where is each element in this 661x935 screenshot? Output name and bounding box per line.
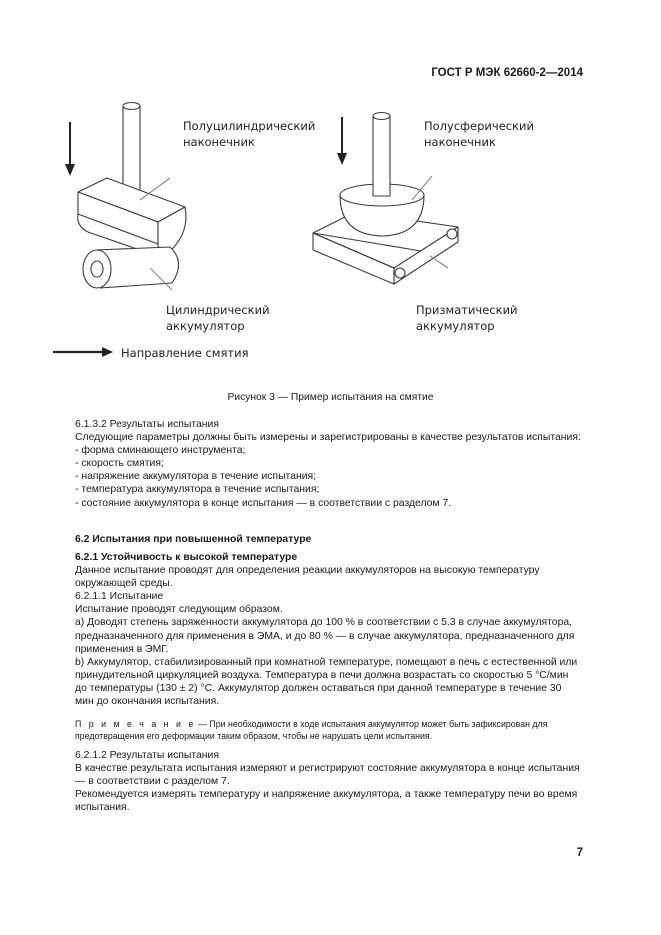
half-cylinder-tool: [78, 103, 186, 258]
s6211-b: b) Аккумулятор, стабилизированный при комнатной температуре, помещают в печь с естественной или принудительной циркуляцией воздуха. Температура в печи должна возрастать со скоростью 5 °C/мин до температуры (130 ± 2) °C. Аккумулятор должен оставаться при данной температуре в течение 30 мин до окончания испытания.: [75, 656, 578, 708]
s6132-title: 6.1.3.2 Результаты испытания: [75, 419, 219, 430]
s6212-p1: В качестве результата испытания измеряют и регистрируют состояние аккумулятора в конце испытания — в соответствии с разделом 7.: [75, 763, 580, 788]
section-6-1-3-2: [75, 418, 583, 510]
s6132-item: - температура аккумулятора в течение испытания;: [75, 484, 320, 496]
note-label: П р и м е ч а н и е: [75, 719, 196, 729]
note-text: — При необходимости в ходе испытания аккумулятор может быть зафиксирован для предотвращения его деформации таким образом, чтобы не нарушать цели испытания.: [75, 719, 548, 741]
crush-test-figure: [0, 0, 661, 400]
s6211-intro: Испытание проводят следующим образом.: [75, 604, 283, 616]
s6212-p2: Рекомендуется измерять температуру и напряжение аккумулятора, а также температуру печи во время испытания.: [75, 789, 578, 814]
section-6-2-1-2: [75, 749, 583, 814]
label-cylindrical-battery: Цилиндрический аккумулятор: [166, 303, 270, 333]
standard-header: ГОСТ Р МЭК 62660-2—2014: [431, 67, 583, 79]
s6212-title: 6.2.1.2 Результаты испытания: [75, 750, 219, 761]
s6211-title: 6.2.1.1 Испытание: [75, 591, 164, 603]
s621-text: Данное испытание проводят для определения реакции аккумуляторов на высокую температуру окружающей среды.: [75, 565, 540, 590]
label-half-cylinder-tool: Полуцилиндрический наконечник: [183, 119, 316, 149]
s62-title: 6.2 Испытания при повышенной температуре: [75, 534, 312, 545]
s6132-item: - напряжение аккумулятора в течение испытания;: [75, 471, 317, 483]
s6132-intro: Следующие параметры должны быть измерены и зарегистрированы в качестве результатов испытания:: [75, 432, 581, 444]
label-hemispherical-tool: Полусферический наконечник: [424, 119, 534, 149]
cylindrical-battery: [83, 247, 179, 290]
s621-title: 6.2.1 Устойчивость к высокой температуре: [75, 552, 298, 563]
hemispherical-tool: [340, 113, 432, 237]
s6132-item: - скорость смятия;: [75, 458, 164, 470]
crush-direction-arrow-left: [65, 122, 75, 176]
legend-label: Направление смятия: [121, 346, 249, 360]
note: [75, 718, 583, 742]
s6132-item: - форма сминающего инструмента;: [75, 445, 246, 457]
section-6-2-1: [75, 551, 583, 708]
legend-arrow: [53, 347, 113, 357]
figure-caption: Рисунок 3 — Пример испытания на смятие: [227, 392, 434, 403]
label-prismatic-battery: Призматический аккумулятор: [416, 303, 518, 333]
s6211-a: a) Доводят степень заряженности аккумулятора до 100 % в соответствии с 5.3 в случае аккумулятора, предназначенного для применения в ЭМА, и до 80 % — в случае аккумулятора, предназначенного для применения в ЭМГ.: [75, 617, 575, 655]
page-number: 7: [576, 847, 583, 859]
section-6-2: [75, 533, 583, 546]
crush-direction-arrow-right: [337, 117, 347, 165]
s6132-item: - состояние аккумулятора в конце испытания — в соответствии с разделом 7.: [75, 497, 452, 509]
